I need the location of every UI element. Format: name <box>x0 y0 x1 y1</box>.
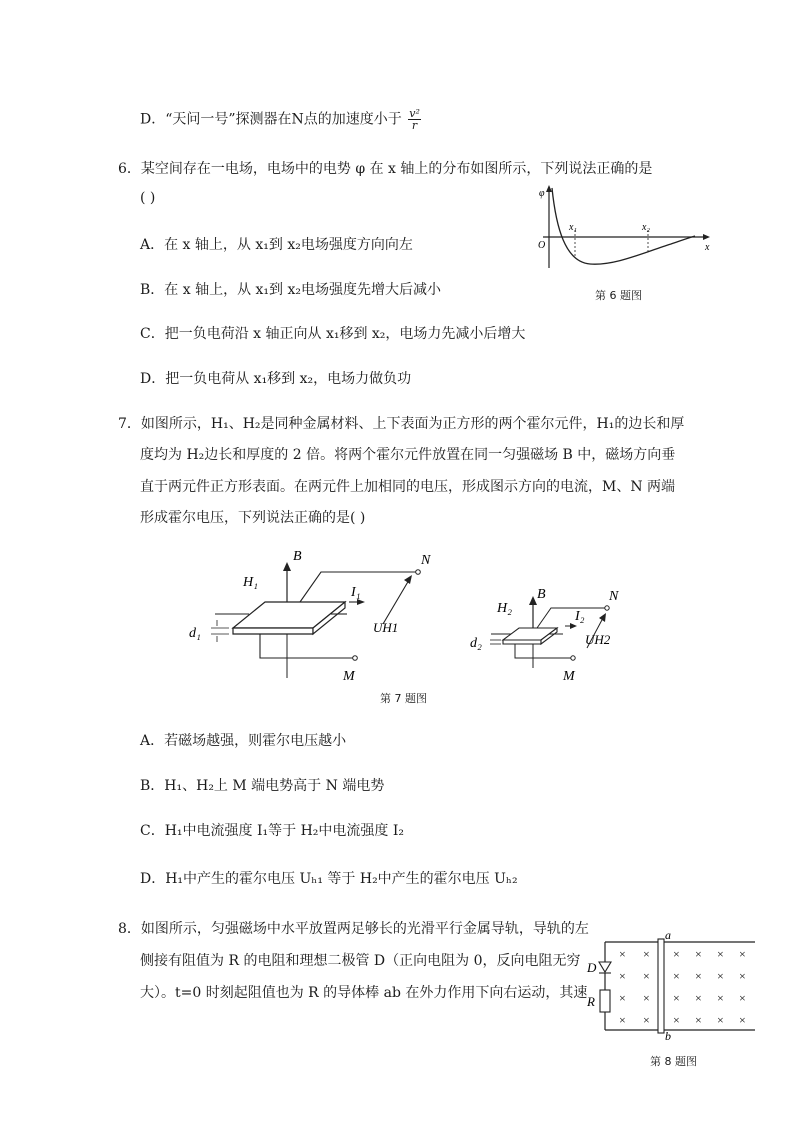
field-cross: × <box>643 947 650 961</box>
q7-stem-line4: 形成霍尔电压，下列说法正确的是( ) <box>140 510 366 526</box>
h1-m-terminal <box>353 656 358 661</box>
n-label-h1: N <box>421 553 431 568</box>
field-cross: × <box>739 969 746 983</box>
q5-option-d-text: D．“天问一号”探测器在N点的加速度小于 <box>140 111 402 128</box>
uh1-label: UH1 <box>373 620 399 635</box>
field-cross: × <box>619 969 626 983</box>
field-cross: × <box>717 947 724 961</box>
q6-option-b: B．在 x 轴上，从 x₁到 x₂电场强度先增大后减小 <box>140 282 441 298</box>
field-cross: × <box>739 947 746 961</box>
rod-end-b-label: b <box>665 1029 671 1040</box>
origin-label: O <box>538 240 546 251</box>
diode-triangle <box>599 962 611 972</box>
q8-figure-caption: 第 8 题图 <box>650 1055 697 1068</box>
h1-front-face <box>233 628 313 634</box>
b-label-h2: B <box>537 587 546 602</box>
uh2-label: UH2 <box>585 632 611 647</box>
field-cross: × <box>643 1013 650 1027</box>
q7-hall-element-figure <box>185 540 645 690</box>
field-cross: × <box>673 1013 680 1027</box>
field-cross: × <box>739 1013 746 1027</box>
field-cross: × <box>695 947 702 961</box>
q6-figure-caption: 第 6 题图 <box>595 289 642 302</box>
q7-stem-line2: 度均为 H₂边长和厚度的 2 倍。将两个霍尔元件放置在同一匀强磁场 B 中，磁场方向垂 <box>140 447 676 463</box>
x-label: x <box>705 242 710 253</box>
q8-circuit-figure <box>585 930 760 1040</box>
q6-option-c: C．把一负电荷沿 x 轴正向从 x₁移到 x₂，电场力先减小后增大 <box>140 326 526 342</box>
q5-fraction-numerator: v² <box>409 107 420 120</box>
h2-label: H₂ <box>497 601 512 616</box>
b-label-h1: B <box>293 549 302 564</box>
h1-m-wire <box>260 634 353 658</box>
phi-axis-arrow <box>546 185 552 192</box>
b-arrow-h2 <box>529 596 537 605</box>
q7-option-d: D．H₁中产生的霍尔电压 Uₕ₁ 等于 H₂中产生的霍尔电压 Uₕ₂ <box>140 871 518 887</box>
field-cross: × <box>673 991 680 1005</box>
field-cross: × <box>717 969 724 983</box>
q5-option-d <box>140 108 421 131</box>
q6-option-a: A．在 x 轴上，从 x₁到 x₂电场强度方向向左 <box>140 237 413 253</box>
resistor-label: R <box>587 994 595 1009</box>
hall-element-h2 <box>470 587 619 684</box>
q7-stem-line3: 直于两元件正方形表面。在两元件上加相同的电压，形成图示方向的电流，M、N 两端 <box>140 479 676 495</box>
h2-m-terminal <box>571 656 575 660</box>
h2-front-face <box>503 640 541 644</box>
field-cross: × <box>643 969 650 983</box>
uh1-arrowhead <box>404 575 412 584</box>
field-cross: × <box>695 991 702 1005</box>
conductor-rod-ab <box>658 939 664 1033</box>
x2-label: x₂ <box>642 222 650 233</box>
q5-fraction-denominator: r <box>411 119 418 132</box>
field-cross: × <box>673 947 680 961</box>
i2-label: I₂ <box>575 609 585 624</box>
uh1-arrow-line <box>383 580 409 624</box>
resistor <box>600 990 610 1012</box>
q6-potential-graph <box>535 182 715 274</box>
d2-label: d₂ <box>470 636 482 651</box>
q6-answer-paren: ( ) <box>140 190 156 206</box>
field-cross: × <box>739 991 746 1005</box>
q8-stem-line3: 大）。t=0 时刻起阻值也为 R 的导体棒 ab 在外力作用下向右运动，其速 <box>140 985 588 1001</box>
phi-label: φ <box>539 188 545 199</box>
q6-stem: 6．某空间存在一电场，电场中的电势 φ 在 x 轴上的分布如图所示，下列说法正确的是 <box>118 161 653 177</box>
field-cross: × <box>717 1013 724 1027</box>
i1-label: I₁ <box>351 585 361 600</box>
h1-label: H₁ <box>243 575 258 590</box>
h2-m-wire <box>515 644 571 658</box>
magnetic-field-crosses <box>619 947 746 1027</box>
field-cross: × <box>673 969 680 983</box>
q5-option-d-fraction <box>408 108 421 131</box>
diode-label: D <box>587 960 597 975</box>
rod-end-a-label: a <box>665 930 671 942</box>
h2-n-terminal <box>605 606 609 610</box>
field-cross: × <box>619 1013 626 1027</box>
field-cross: × <box>643 991 650 1005</box>
q7-option-c: C．H₁中电流强度 I₁等于 H₂中电流强度 I₂ <box>140 823 404 839</box>
q7-stem-line1: 7．如图所示，H₁、H₂是同种金属材料、上下表面为正方形的两个霍尔元件，H₁的边长和厚 <box>118 416 685 432</box>
q8-stem-line2: 侧接有阻值为 R 的电阻和理想二极管 D（正向电阻为 0，反向电阻无穷 <box>140 953 581 969</box>
q6-option-d: D．把一负电荷从 x₁移到 x₂，电场力做负功 <box>140 371 412 387</box>
field-cross: × <box>717 991 724 1005</box>
h1-n-terminal <box>416 570 421 575</box>
d1-label: d₁ <box>189 626 201 641</box>
uh2-arrowhead <box>599 613 606 622</box>
hall-element-h1 <box>189 549 431 684</box>
field-cross: × <box>695 969 702 983</box>
n-label-h2: N <box>609 589 619 604</box>
q8-stem-line1: 8．如图所示，匀强磁场中水平放置两足够长的光滑平行金属导轨，导轨的左 <box>118 921 589 937</box>
m-label-h2: M <box>563 669 575 684</box>
x1-label: x₁ <box>569 222 577 233</box>
q7-figure-caption: 第 7 题图 <box>380 692 427 705</box>
q7-option-b: B．H₁、H₂上 M 端电势高于 N 端电势 <box>140 778 385 794</box>
x-axis-arrow <box>703 234 710 240</box>
b-arrow-h1 <box>283 562 291 571</box>
m-label-h1: M <box>343 669 355 684</box>
field-cross: × <box>619 991 626 1005</box>
field-cross: × <box>619 947 626 961</box>
q7-option-a: A．若磁场越强，则霍尔电压越小 <box>140 733 347 749</box>
field-cross: × <box>695 1013 702 1027</box>
